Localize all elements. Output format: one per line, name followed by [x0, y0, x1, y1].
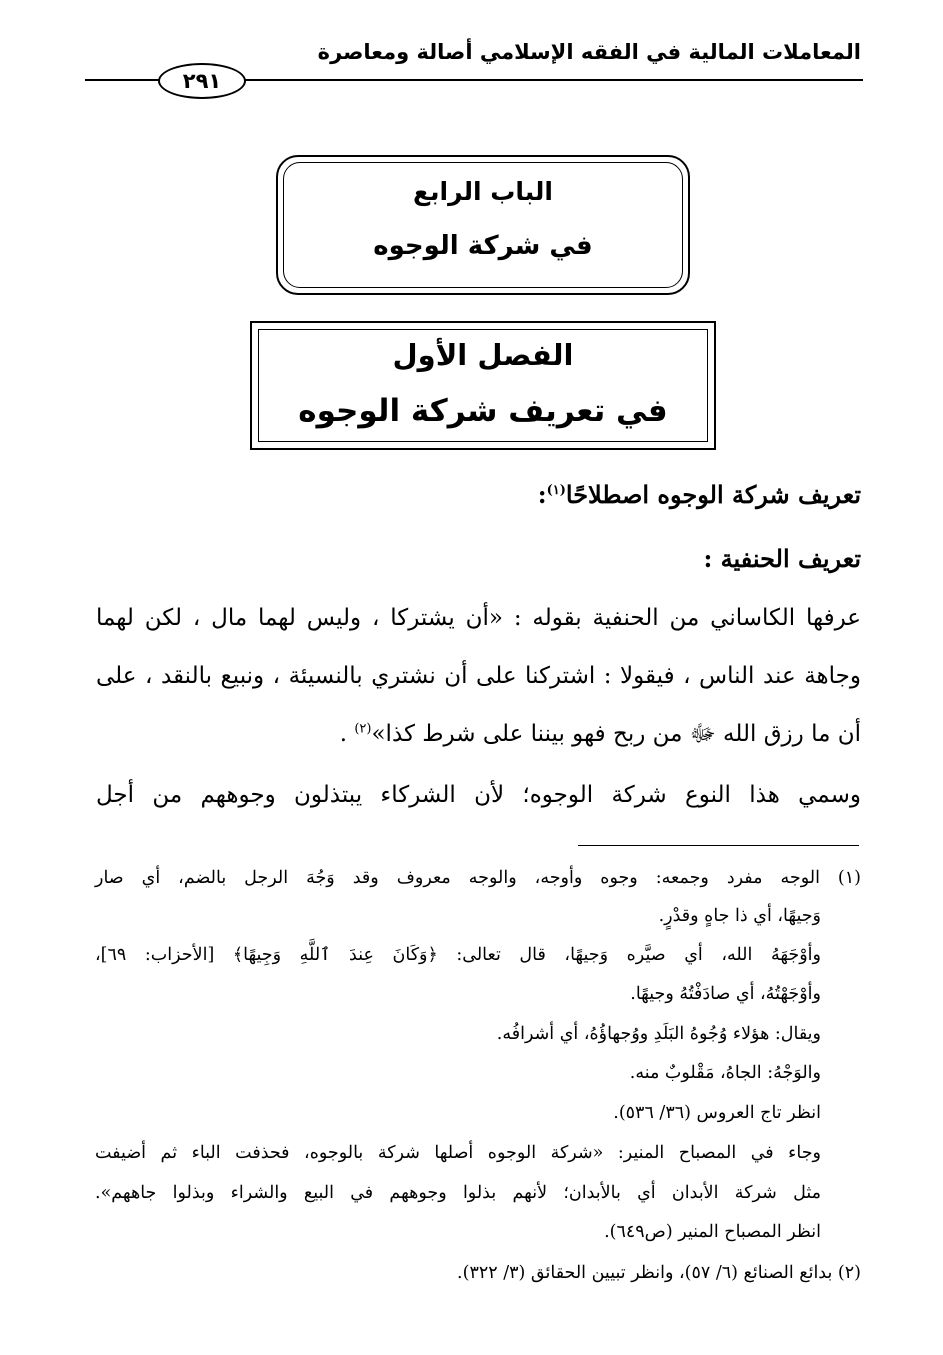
footnote-line: انظر المصباح المنير (ص٦٤٩). — [604, 1222, 821, 1242]
paragraph-line: وجاهة عند الناس ، فيقولا : اشتركنا على أن نشتري بالنسيئة ، ونبيع بالنقد ، على — [96, 663, 861, 689]
footnote-line: ويقال: هؤلاء وُجُوهُ البَلَدِ ووُجهاؤُهُ، أي أشرافُه. — [496, 1024, 821, 1044]
footnote-line: مثل شركة الأبدان أي بالأبدان؛ لأنهم بذلوا وجوههم في البيع والشراء وبذلوا جاههم». — [95, 1183, 821, 1203]
paragraph-text: أن ما رزق الله ﷻ من ربح فهو بيننا على شرط كذا» — [371, 721, 861, 747]
chapter-subtitle: في شركة الوجوه — [373, 231, 593, 261]
footnote-line: (٢) بدائع الصنائع (٦/ ٥٧)، وانظر تبيين الحقائق (٣/ ٣٢٢). — [457, 1263, 861, 1283]
footnote-ref-1: (١) — [546, 483, 566, 498]
footnote-line: والوَجْهُ: الجاهُ، مَقْلوبٌ منه. — [629, 1063, 821, 1083]
paragraph-end: . — [339, 721, 355, 747]
section-title-box — [250, 321, 716, 450]
chapter-title: الباب الرابع — [413, 177, 553, 206]
section-subtitle: في تعريف شركة الوجوه — [298, 393, 668, 429]
paragraph-line — [340, 719, 861, 753]
footnote-line: وجاء في المصباح المنير: «شركة الوجوه أصلها شركة بالوجوه، فحذفت الباء ثم أضيفت — [95, 1143, 821, 1163]
chapter-title-box — [276, 155, 690, 295]
footnote-line: انظر تاج العروس (٣٦/ ٥٣٦). — [613, 1103, 821, 1123]
running-title: المعاملات المالية في الفقه الإسلامي أصالة ومعاصرة — [317, 40, 861, 64]
paragraph-line: وسمي هذا النوع شركة الوجوه؛ لأن الشركاء يبتذلون وجوههم من أجل — [96, 782, 861, 808]
paragraph-line: عرفها الكاساني من الحنفية بقوله : «أن يشتركا ، وليس لهما مال ، لكن لهما — [96, 605, 861, 631]
heading-colon: : — [537, 480, 547, 509]
section-title: الفصل الأول — [392, 338, 574, 372]
heading-term-definition-text: تعريف شركة الوجوه اصطلاحًا — [565, 480, 861, 509]
footnote-line: (١) الوجه مفرد وجمعه: وجوه وأوجه، والوجه معروف وقد وَجُهَ الرجل بالضم، أي صار — [95, 868, 861, 888]
footnote-line: وَجيهًا، أي ذا جاهٍ وقدْرٍ. — [658, 906, 821, 926]
page-number: ٢٩١ — [158, 63, 246, 99]
footnote-separator — [578, 845, 859, 846]
footnote-line: وأوْجَهْتُهُ، أي صادَفْتُهُ وجيهًا. — [630, 984, 821, 1004]
footnote-line: وأوْجَهَهُ الله، أي صيَّره وَجيهًا، قال تعالى: ﴿وَكَانَ عِندَ ٱللَّهِ وَجِيهًا﴾ [الأحزاب: ٦٩]، — [95, 945, 821, 965]
footnote-ref-2: (٢) — [354, 721, 372, 737]
heading-hanafi-definition: تعريف الحنفية : — [703, 544, 861, 573]
heading-term-definition — [538, 480, 861, 509]
